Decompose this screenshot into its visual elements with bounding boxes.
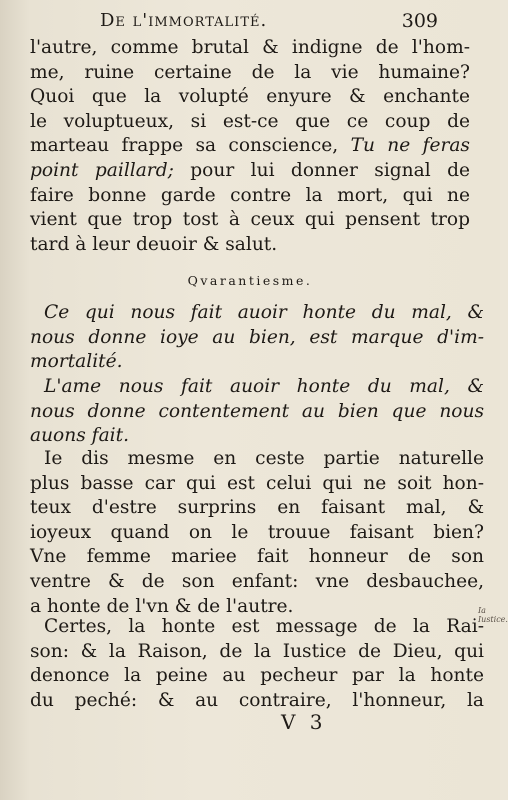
text-line: vient que trop tost à ceux qui pensent trop bbox=[30, 209, 470, 231]
text-line: Vne femme mariee fait honneur de son bbox=[30, 546, 484, 568]
text-line: tard à leur deuoir & salut. bbox=[30, 233, 278, 255]
text-line: faire bonne garde contre la mort, qui ne bbox=[30, 184, 470, 206]
text-line: a honte de l'vn & de l'autre. bbox=[30, 595, 294, 617]
paragraph-1 bbox=[30, 36, 470, 257]
text-run: marteau frappe sa conscience, bbox=[30, 135, 339, 157]
page-number: 309 bbox=[401, 10, 438, 32]
paragraph-4 bbox=[30, 447, 484, 619]
biblical-quote: point paillard; bbox=[30, 159, 174, 181]
paragraph-3-thesis bbox=[30, 375, 484, 449]
running-title: De l'immortalité. bbox=[100, 10, 268, 31]
text-line: Quoi que la volupté enyure & enchante bbox=[30, 86, 470, 108]
text-line: L'ame nous fait auoir honte du mal, & bbox=[44, 376, 484, 397]
text-line: l'autre, comme brutal & indigne de l'hom- bbox=[30, 37, 470, 58]
text-line: Certes, la honte est message de la Rai- bbox=[44, 616, 484, 637]
text-line bbox=[30, 134, 470, 159]
text-line: nous donne ioye au bien, est marque d'im- bbox=[30, 326, 484, 348]
text-line: plus basse car qui est celui qui ne soit hon- bbox=[30, 472, 484, 494]
text-line: ioyeux quand on le trouue faisant bien? bbox=[30, 521, 484, 543]
text-line: auons fait. bbox=[30, 425, 129, 447]
text-line: Ce qui nous fait auoir honte du mal, & bbox=[44, 302, 484, 323]
text-line: son: & la Raison, de la Iustice de Dieu, qui bbox=[30, 640, 484, 662]
text-line: denonce la peine au pecheur par la honte bbox=[30, 665, 484, 687]
text-line: ventre & de son enfant: vne desbauchee, bbox=[30, 570, 484, 592]
text-line: mortalité. bbox=[30, 351, 123, 373]
text-line: me, ruine certaine de la vie humaine? bbox=[30, 61, 470, 83]
text-line: Ie dis mesme en ceste partie naturelle bbox=[44, 448, 484, 469]
paragraph-5 bbox=[30, 615, 484, 713]
running-head bbox=[0, 6, 500, 34]
section-heading: Qvarantiesme. bbox=[187, 273, 313, 288]
text-line: teux d'estre surprins en faisant mal, & bbox=[30, 497, 484, 519]
biblical-quote: Tu ne feras bbox=[350, 135, 470, 157]
text-line bbox=[30, 159, 470, 184]
signature-mark: V 3 bbox=[281, 710, 327, 734]
text-run: pour lui donner signal de bbox=[173, 159, 470, 181]
text-line: du peché: & au contraire, l'honneur, la bbox=[30, 689, 484, 711]
paragraph-2-thesis bbox=[30, 301, 484, 375]
text-line: nous donne contentement au bien que nous bbox=[30, 400, 484, 422]
text-line: le voluptueux, si est-ce que ce coup de bbox=[30, 110, 470, 132]
marginal-note: Ia Iustice. bbox=[478, 606, 508, 624]
